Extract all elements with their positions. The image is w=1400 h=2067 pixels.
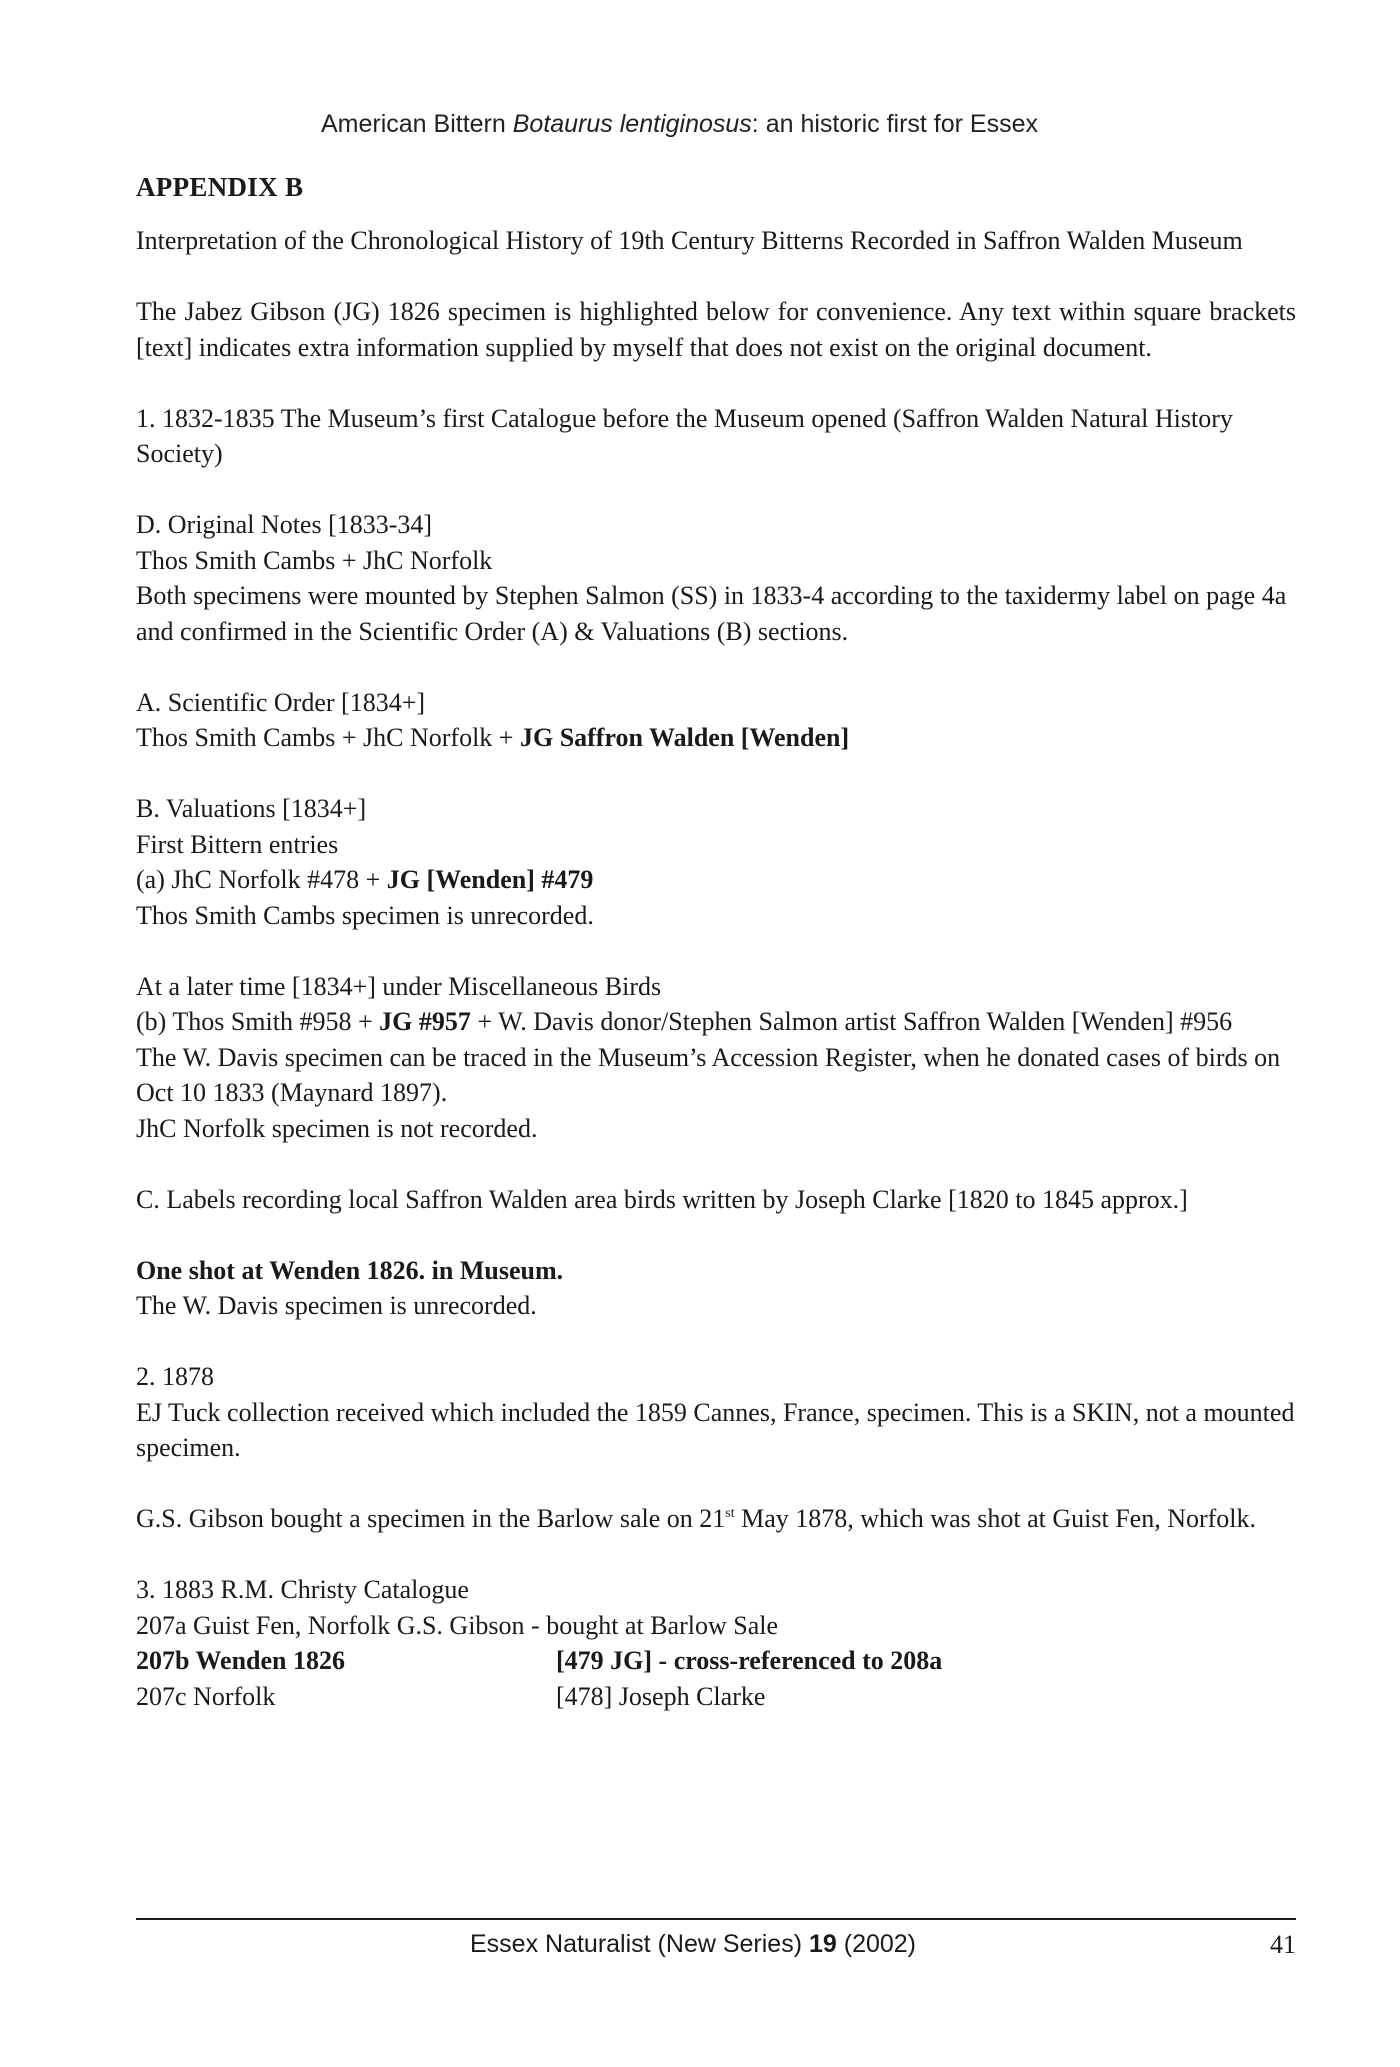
- later-bold: JG #957: [379, 1007, 471, 1036]
- d-line2: Both specimens were mounted by Stephen Salmon (SS) in 1833-4 according to the taxidermy label on page 4a and confirmed in the Scientific Order (A) & Valuations (B) sections.: [136, 581, 1287, 646]
- catalogue-row-left: 207c Norfolk: [136, 1681, 276, 1711]
- later-post: + W. Davis donor/Stephen Salmon artist Saffron Walden [Wenden] #956: [470, 1007, 1233, 1036]
- section1-b-block: [136, 791, 1296, 933]
- section3-block: [136, 1572, 1296, 1714]
- later-line2: [136, 1004, 1296, 1040]
- footer-journal: [470, 1930, 916, 1959]
- running-head: [321, 110, 1400, 139]
- a-title: A. Scientific Order [1834+]: [136, 687, 426, 717]
- section1-c-block: [136, 1253, 1296, 1324]
- d-title: D. Original Notes [1833-34]: [136, 510, 433, 539]
- later-pre: (b) Thos Smith #958 +: [136, 1007, 380, 1036]
- gs-post: May 1878, which was shot at Guist Fen, Norfolk.: [734, 1504, 1257, 1533]
- catalogue-row: [136, 1643, 1296, 1679]
- page-number: 41: [1270, 1930, 1296, 1959]
- body-text: [136, 223, 1296, 1750]
- catalogue-row: [136, 1679, 1296, 1715]
- b-line3: Thos Smith Cambs specimen is unrecorded.: [136, 900, 594, 930]
- later-line4: JhC Norfolk specimen is not recorded.: [136, 1113, 538, 1143]
- c-bold-line: One shot at Wenden 1826. in Museum.: [136, 1255, 564, 1285]
- a-line-text: Thos Smith Cambs + JhC Norfolk +: [136, 723, 520, 752]
- c-line2: The W. Davis specimen is unrecorded.: [136, 1291, 537, 1320]
- a-line: [136, 720, 1296, 756]
- section1-title: 1. 1832-1835 The Museum’s first Catalogue before the Museum opened (Saffron Walden Natural History Society): [136, 403, 1233, 468]
- intro-note: The Jabez Gibson (JG) 1826 specimen is highlighted below for convenience. Any text within square brackets [text] indicates extra information supplied by myself that does not exist on the original document.: [136, 297, 1296, 362]
- catalogue-row-right: [479 JG] - cross-referenced to 208a: [556, 1646, 943, 1675]
- b-line1: First Bittern entries: [136, 829, 339, 859]
- section1-a-block: [136, 685, 1296, 756]
- footer-volume: 19: [808, 1930, 837, 1958]
- later-line3: The W. Davis specimen can be traced in the Museum’s Accession Register, when he donated cases of birds on Oct 10 1833 (Maynard 1897).: [136, 1042, 1281, 1107]
- section3-title: 3. 1883 R.M. Christy Catalogue: [136, 1575, 469, 1604]
- b-line2-text: (a) JhC Norfolk #478 +: [136, 865, 387, 894]
- appendix-heading: APPENDIX B: [136, 172, 304, 202]
- section2-title: 2. 1878: [136, 1362, 214, 1391]
- b-line2-bold: JG [Wenden] #479: [386, 865, 594, 894]
- d-line1: Thos Smith Cambs + JhC Norfolk: [136, 545, 493, 575]
- section1-c-title: C. Labels recording local Saffron Walden area birds written by Joseph Clarke [1820 to 1845 approx.]: [136, 1184, 1188, 1214]
- gs-sup: st: [725, 1506, 735, 1521]
- running-head-species: Botaurus lentiginosus: [512, 110, 752, 138]
- b-title: B. Valuations [1834+]: [136, 794, 367, 823]
- later-title: At a later time [1834+] under Miscellaneous Birds: [136, 971, 662, 1001]
- section2-line1: EJ Tuck collection received which included the 1859 Cannes, France, specimen. This is a SKIN, not a mounted specimen.: [136, 1397, 1295, 1462]
- footer-year: (2002): [836, 1930, 917, 1958]
- section3-line1: 207a Guist Fen, Norfolk G.S. Gibson - bought at Barlow Sale: [136, 1610, 779, 1640]
- running-head-text-end: : an historic first for Essex: [751, 110, 1038, 138]
- b-line2: [136, 862, 1296, 898]
- gs-pre: G.S. Gibson bought a specimen in the Barlow sale on 21: [136, 1504, 726, 1533]
- section1-later-block: [136, 969, 1296, 1147]
- a-line-bold: JG Saffron Walden [Wenden]: [519, 723, 850, 752]
- running-head-text: American Bittern: [321, 110, 513, 138]
- intro-title: Interpretation of the Chronological History of 19th Century Bitterns Recorded in Saffron Walden Museum: [136, 226, 1243, 255]
- footer-journal-name: Essex Naturalist (New Series): [470, 1930, 809, 1958]
- section2-block: [136, 1359, 1296, 1466]
- footer-rule: [136, 1918, 1296, 1920]
- section2-gs: [136, 1501, 1296, 1537]
- catalogue-row-left: 207b Wenden 1826: [136, 1646, 346, 1675]
- section1-d-block: [136, 507, 1296, 649]
- catalogue-row-right: [478] Joseph Clarke: [556, 1681, 766, 1711]
